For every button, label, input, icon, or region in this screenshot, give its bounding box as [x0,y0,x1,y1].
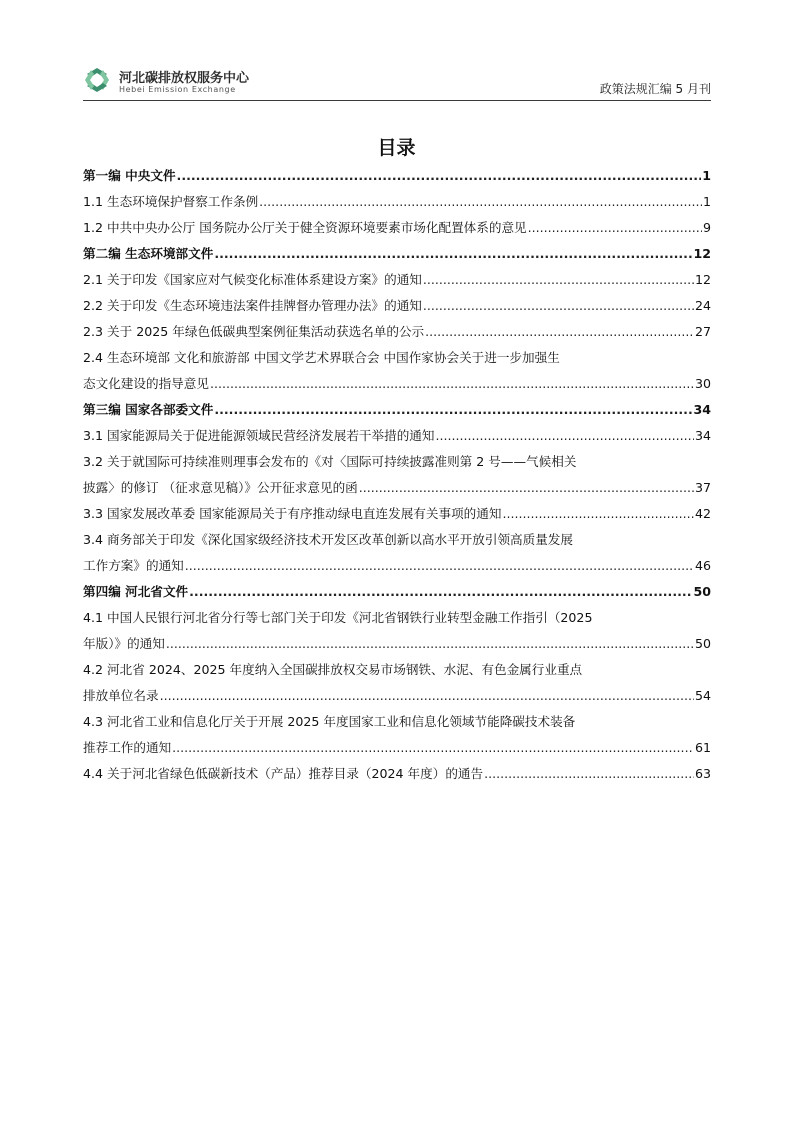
toc-page-number: 12 [694,272,711,287]
toc-entry-title: 1.2 中共中央办公厅 国务院办公厅关于健全资源环境要素市场化配置体系的意见 [83,220,527,235]
dot-leader [423,293,694,319]
toc-entry[interactable] [83,215,711,241]
org-name-en: Hebei Emission Exchange [119,85,236,94]
toc-entry[interactable] [83,423,711,449]
toc-entry-title: 4.2 河北省 2024、2025 年度纳入全国碳排放权交易市场钢铁、水泥、有色金属行业重点 [83,662,583,677]
toc-page-number: 61 [694,740,711,755]
dot-leader [177,163,702,189]
toc-entry-title: 推荐工作的通知 [83,740,172,755]
page-header [83,66,711,98]
toc-page-number: 30 [694,376,711,391]
toc-entry-title: 4.3 河北省工业和信息化厅关于开展 2025 年度国家工业和信息化领域节能降碳技术装备 [83,714,576,729]
toc-entry[interactable] [83,657,711,709]
toc-entry-title: 3.4 商务部关于印发《深化国家级经济技术开发区改革创新以高水平开放引领高质量发展 [83,532,574,547]
issue-label: 政策法规汇编 5 月刊 [599,82,711,96]
toc-page-number: 12 [693,246,711,261]
dot-leader [435,423,693,449]
toc-entry[interactable] [83,605,711,657]
toc-page-number: 63 [694,766,711,781]
toc-page-number: 27 [694,324,711,339]
toc-part-heading[interactable] [83,241,711,267]
toc-entry-title: 排放单位名录 [83,688,159,703]
toc-page-number: 46 [694,558,711,573]
toc-page-number: 1 [702,194,711,209]
dot-leader [528,215,702,241]
toc-page-number: 37 [694,480,711,495]
toc-page-number: 50 [694,636,711,651]
dot-leader [359,475,694,501]
toc-entry[interactable] [83,527,711,579]
table-of-contents [83,163,711,787]
toc-entry[interactable] [83,293,711,319]
toc-entry-title: 4.1 中国人民银行河北省分行等七部门关于印发《河北省钢铁行业转型金融工作指引（2025 [83,610,593,625]
toc-entry-title: 第一编 中央文件 [83,168,176,183]
dot-leader [166,631,694,657]
toc-entry-title: 1.1 生态环境保护督察工作条例 [83,194,259,209]
toc-entry[interactable] [83,267,711,293]
dot-leader [185,553,694,579]
toc-entry[interactable] [83,345,711,397]
toc-part-heading[interactable] [83,397,711,423]
toc-entry[interactable] [83,319,711,345]
toc-page-number: 34 [694,428,711,443]
toc-entry-title: 2.2 关于印发《生态环境违法案件挂牌督办管理办法》的通知 [83,298,422,313]
dot-leader [259,189,702,215]
toc-entry[interactable] [83,761,711,787]
toc-part-heading[interactable] [83,163,711,189]
toc-entry[interactable] [83,709,711,761]
toc-page-number: 24 [694,298,711,313]
toc-part-heading[interactable] [83,579,711,605]
dot-leader [189,579,692,605]
toc-entry[interactable] [83,449,711,501]
toc-page-number: 1 [702,168,711,183]
toc-entry-title: 2.4 生态环境部 文化和旅游部 中国文学艺术界联合会 中国作家协会关于进一步加强生 [83,350,560,365]
header-divider [83,100,711,101]
toc-page-number: 50 [693,584,711,599]
toc-entry-title: 工作方案》的通知 [83,558,184,573]
toc-page-number: 9 [702,220,711,235]
toc-entry-title: 第二编 生态环境部文件 [83,246,214,261]
dot-leader [172,735,694,761]
toc-entry-title: 第四编 河北省文件 [83,584,189,599]
toc-page-number: 34 [693,402,711,417]
hebei-emission-logo-icon [83,66,111,94]
toc-entry[interactable] [83,501,711,527]
toc-entry-title: 态文化建设的指导意见 [83,376,209,391]
dot-leader [423,267,694,293]
dot-leader [214,397,692,423]
dot-leader [160,683,694,709]
dot-leader [425,319,694,345]
toc-entry-title: 4.4 关于河北省绿色低碳新技术（产品）推荐目录（2024 年度）的通告 [83,766,484,781]
toc-entry[interactable] [83,189,711,215]
toc-title: 目录 [377,137,416,159]
dot-leader [502,501,694,527]
toc-entry-title: 年版）》的通知 [83,636,165,651]
toc-page-number: 54 [694,688,711,703]
org-name-cn: 河北碳排放权服务中心 [119,71,250,86]
dot-leader [484,761,694,787]
toc-entry-title: 2.3 关于 2025 年绿色低碳典型案例征集活动获选名单的公示 [83,324,425,339]
toc-entry-title: 3.2 关于就国际可持续准则理事会发布的《对〈国际可持续披露准则第 2 号——气候相关 [83,454,577,469]
toc-entry-title: 3.3 国家发展改革委 国家能源局关于有序推动绿电直连发展有关事项的通知 [83,506,502,521]
toc-page-number: 42 [694,506,711,521]
toc-entry-title: 3.1 国家能源局关于促进能源领域民营经济发展若干举措的通知 [83,428,435,443]
toc-entry-title: 披露〉的修订 （征求意见稿）》公开征求意见的函 [83,480,358,495]
toc-entry-title: 2.1 关于印发《国家应对气候变化标准体系建设方案》的通知 [83,272,422,287]
dot-leader [214,241,692,267]
dot-leader [210,371,694,397]
toc-entry-title: 第三编 国家各部委文件 [83,402,214,417]
